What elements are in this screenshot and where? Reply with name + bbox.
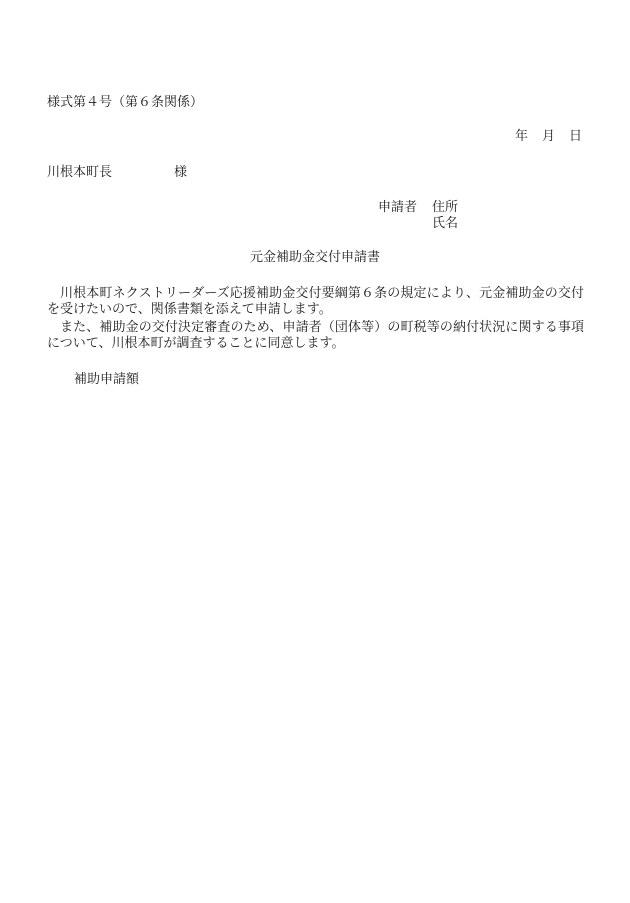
applicant-block (378, 200, 458, 232)
body-paragraph-1: 川根本町ネクストリーダーズ応援補助金交付要綱第６条の規定により、元金補助金の交付を受けたいので、関係書類を添えて申請します。 (47, 286, 584, 317)
date-line (515, 129, 582, 145)
date-month-label: 月 (541, 129, 555, 144)
date-day-label: 日 (568, 129, 582, 144)
applicant-name-label: 氏名 (432, 216, 459, 231)
addressee-honorific: 様 (174, 165, 188, 180)
applicant-address-label: 住所 (432, 200, 459, 215)
applicant-label: 申請者 (378, 200, 418, 215)
form-number: 様式第４号（第６条関係） (47, 95, 204, 110)
document-title: 元金補助金交付申請書 (249, 250, 380, 265)
addressee (47, 165, 187, 181)
amount-label: 補助申請額 (74, 372, 140, 387)
body-paragraph-2: また、補助金の交付決定審査のため、申請者（団体等）の町税等の納付状況に関する事項について、川根本町が調査することに同意します。 (47, 320, 584, 351)
date-year-label: 年 (514, 129, 528, 144)
addressee-name: 川根本町長 (47, 165, 113, 180)
